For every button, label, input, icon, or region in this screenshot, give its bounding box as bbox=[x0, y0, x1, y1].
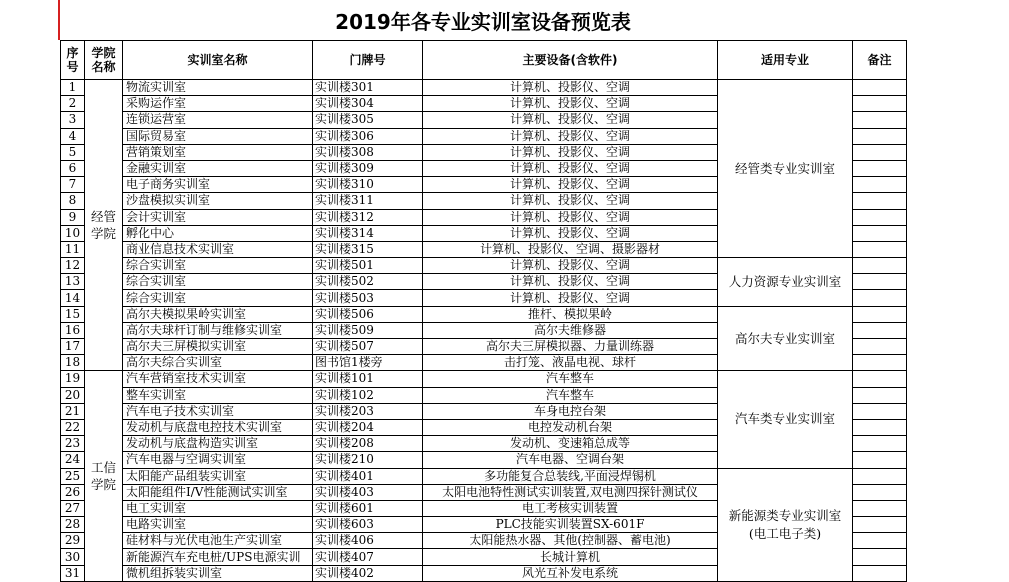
equipment-cell: 计算机、投影仪、空调 bbox=[423, 193, 718, 209]
note-cell bbox=[853, 306, 907, 322]
row-no: 9 bbox=[61, 209, 85, 225]
door-number: 实训楼502 bbox=[313, 274, 423, 290]
equipment-cell: 击打笼、液晶电视、球杆 bbox=[423, 355, 718, 371]
college-cell: 经管 学院 bbox=[85, 80, 123, 371]
row-no: 6 bbox=[61, 160, 85, 176]
row-no: 8 bbox=[61, 193, 85, 209]
row-no: 31 bbox=[61, 565, 85, 581]
room-name: 微机组拆装实训室 bbox=[123, 565, 313, 581]
header-door: 门牌号 bbox=[313, 41, 423, 80]
equipment-cell: 长城计算机 bbox=[423, 549, 718, 565]
room-name: 新能源汽车充电桩/UPS电源实训 bbox=[123, 549, 313, 565]
equipment-cell: 汽车整车 bbox=[423, 387, 718, 403]
equipment-cell: 太阳电池特性测试实训装置,双电测四探针测试仪 bbox=[423, 484, 718, 500]
equipment-cell: 计算机、投影仪、空调 bbox=[423, 177, 718, 193]
note-cell bbox=[853, 193, 907, 209]
room-name: 太阳能组件I/V性能测试实训室 bbox=[123, 484, 313, 500]
major-cell: 人力资源专业实训室 bbox=[718, 258, 853, 307]
room-name: 硅材料与光伏电池生产实训室 bbox=[123, 533, 313, 549]
room-name: 太阳能产品组装实训室 bbox=[123, 468, 313, 484]
room-name: 沙盘模拟实训室 bbox=[123, 193, 313, 209]
row-no: 1 bbox=[61, 80, 85, 96]
door-number: 实训楼203 bbox=[313, 403, 423, 419]
room-name: 电子商务实训室 bbox=[123, 177, 313, 193]
room-name: 高尔夫球杆订制与维修实训室 bbox=[123, 322, 313, 338]
room-name: 综合实训室 bbox=[123, 258, 313, 274]
equipment-cell: 风光互补发电系统 bbox=[423, 565, 718, 581]
equipment-cell: 推杆、模拟果岭 bbox=[423, 306, 718, 322]
room-name: 汽车电器与空调实训室 bbox=[123, 452, 313, 468]
note-cell bbox=[853, 484, 907, 500]
row-no: 12 bbox=[61, 258, 85, 274]
equipment-cell: 计算机、投影仪、空调 bbox=[423, 160, 718, 176]
note-cell bbox=[853, 112, 907, 128]
header-college: 学院 名称 bbox=[85, 41, 123, 80]
note-cell bbox=[853, 387, 907, 403]
door-number: 实训楼308 bbox=[313, 144, 423, 160]
row-no: 20 bbox=[61, 387, 85, 403]
note-cell bbox=[853, 468, 907, 484]
door-number: 实训楼407 bbox=[313, 549, 423, 565]
row-no: 14 bbox=[61, 290, 85, 306]
note-cell bbox=[853, 144, 907, 160]
note-cell bbox=[853, 355, 907, 371]
row-no: 21 bbox=[61, 403, 85, 419]
room-name: 国际贸易室 bbox=[123, 128, 313, 144]
header-note: 备注 bbox=[853, 41, 907, 80]
row-no: 18 bbox=[61, 355, 85, 371]
door-number: 实训楼509 bbox=[313, 322, 423, 338]
row-no: 27 bbox=[61, 500, 85, 516]
room-name: 高尔夫三屏模拟实训室 bbox=[123, 339, 313, 355]
equipment-cell: 计算机、投影仪、空调 bbox=[423, 290, 718, 306]
row-no: 7 bbox=[61, 177, 85, 193]
door-number: 实训楼403 bbox=[313, 484, 423, 500]
row-no: 23 bbox=[61, 436, 85, 452]
major-cell: 经管类专业实训室 bbox=[718, 80, 853, 258]
room-name: 电工实训室 bbox=[123, 500, 313, 516]
equipment-cell: 汽车电器、空调台架 bbox=[423, 452, 718, 468]
note-cell bbox=[853, 177, 907, 193]
equipment-cell: 车身电控台架 bbox=[423, 403, 718, 419]
door-number: 实训楼503 bbox=[313, 290, 423, 306]
equipment-cell: 计算机、投影仪、空调 bbox=[423, 225, 718, 241]
header-major: 适用专业 bbox=[718, 41, 853, 80]
room-name: 综合实训室 bbox=[123, 290, 313, 306]
note-cell bbox=[853, 371, 907, 387]
note-cell bbox=[853, 419, 907, 435]
door-number: 实训楼204 bbox=[313, 419, 423, 435]
equipment-table bbox=[60, 40, 907, 582]
equipment-cell: 计算机、投影仪、空调 bbox=[423, 96, 718, 112]
equipment-cell: 发动机、变速箱总成等 bbox=[423, 436, 718, 452]
equipment-cell: 计算机、投影仪、空调 bbox=[423, 209, 718, 225]
equipment-cell: 计算机、投影仪、空调、摄影器材 bbox=[423, 241, 718, 257]
row-no: 19 bbox=[61, 371, 85, 387]
row-no: 17 bbox=[61, 339, 85, 355]
page-title: 2019年各专业实训室设备预览表 bbox=[335, 10, 631, 34]
note-cell bbox=[853, 160, 907, 176]
major-cell: 高尔夫专业实训室 bbox=[718, 306, 853, 371]
note-cell bbox=[853, 565, 907, 581]
note-cell bbox=[853, 209, 907, 225]
row-no: 30 bbox=[61, 549, 85, 565]
room-name: 商业信息技术实训室 bbox=[123, 241, 313, 257]
note-cell bbox=[853, 80, 907, 96]
table-body bbox=[61, 80, 907, 582]
equipment-cell: PLC技能实训装置SX-601F bbox=[423, 517, 718, 533]
row-no: 24 bbox=[61, 452, 85, 468]
row-no: 22 bbox=[61, 419, 85, 435]
door-number: 实训楼402 bbox=[313, 565, 423, 581]
room-name: 发动机与底盘电控技术实训室 bbox=[123, 419, 313, 435]
equipment-cell: 汽车整车 bbox=[423, 371, 718, 387]
room-name: 汽车营销室技术实训室 bbox=[123, 371, 313, 387]
room-name: 会计实训室 bbox=[123, 209, 313, 225]
table-row bbox=[61, 468, 907, 484]
equipment-cell: 计算机、投影仪、空调 bbox=[423, 128, 718, 144]
door-number: 图书馆1楼旁 bbox=[313, 355, 423, 371]
door-number: 实训楼305 bbox=[313, 112, 423, 128]
door-number: 实训楼309 bbox=[313, 160, 423, 176]
room-name: 孵化中心 bbox=[123, 225, 313, 241]
row-no: 5 bbox=[61, 144, 85, 160]
row-no: 26 bbox=[61, 484, 85, 500]
equipment-cell: 计算机、投影仪、空调 bbox=[423, 258, 718, 274]
room-name: 综合实训室 bbox=[123, 274, 313, 290]
note-cell bbox=[853, 500, 907, 516]
major-cell: 新能源类专业实训室 (电工电子类) bbox=[718, 468, 853, 581]
row-no: 10 bbox=[61, 225, 85, 241]
note-cell bbox=[853, 96, 907, 112]
header-room-name: 实训室名称 bbox=[123, 41, 313, 80]
note-cell bbox=[853, 403, 907, 419]
note-cell bbox=[853, 241, 907, 257]
door-number: 实训楼312 bbox=[313, 209, 423, 225]
door-number: 实训楼101 bbox=[313, 371, 423, 387]
door-number: 实训楼603 bbox=[313, 517, 423, 533]
row-no: 15 bbox=[61, 306, 85, 322]
note-cell bbox=[853, 258, 907, 274]
note-cell bbox=[853, 339, 907, 355]
door-number: 实训楼208 bbox=[313, 436, 423, 452]
door-number: 实训楼501 bbox=[313, 258, 423, 274]
row-no: 3 bbox=[61, 112, 85, 128]
door-number: 实训楼406 bbox=[313, 533, 423, 549]
room-name: 高尔夫模拟果岭实训室 bbox=[123, 306, 313, 322]
room-name: 物流实训室 bbox=[123, 80, 313, 96]
door-number: 实训楼314 bbox=[313, 225, 423, 241]
equipment-cell: 电控发动机台架 bbox=[423, 419, 718, 435]
door-number: 实训楼401 bbox=[313, 468, 423, 484]
equipment-cell: 高尔夫三屏模拟器、力量训练器 bbox=[423, 339, 718, 355]
door-number: 实训楼304 bbox=[313, 96, 423, 112]
row-no: 28 bbox=[61, 517, 85, 533]
door-number: 实训楼306 bbox=[313, 128, 423, 144]
row-no: 29 bbox=[61, 533, 85, 549]
row-no: 11 bbox=[61, 241, 85, 257]
table-row bbox=[61, 80, 907, 96]
note-cell bbox=[853, 517, 907, 533]
note-cell bbox=[853, 290, 907, 306]
room-name: 汽车电子技术实训室 bbox=[123, 403, 313, 419]
header-equipment: 主要设备(含软件) bbox=[423, 41, 718, 80]
table-row bbox=[61, 258, 907, 274]
equipment-cell: 高尔夫维修器 bbox=[423, 322, 718, 338]
door-number: 实训楼210 bbox=[313, 452, 423, 468]
door-number: 实训楼601 bbox=[313, 500, 423, 516]
equipment-cell: 计算机、投影仪、空调 bbox=[423, 274, 718, 290]
door-number: 实训楼507 bbox=[313, 339, 423, 355]
table-row bbox=[61, 306, 907, 322]
note-cell bbox=[853, 128, 907, 144]
door-number: 实训楼301 bbox=[313, 80, 423, 96]
header-no: 序 号 bbox=[61, 41, 85, 80]
row-no: 25 bbox=[61, 468, 85, 484]
room-name: 采购运作室 bbox=[123, 96, 313, 112]
row-no: 16 bbox=[61, 322, 85, 338]
equipment-cell: 计算机、投影仪、空调 bbox=[423, 144, 718, 160]
major-cell: 汽车类专业实训室 bbox=[718, 371, 853, 468]
header-row bbox=[61, 41, 907, 80]
note-cell bbox=[853, 452, 907, 468]
row-no: 2 bbox=[61, 96, 85, 112]
table-row bbox=[61, 371, 907, 387]
row-no: 4 bbox=[61, 128, 85, 144]
door-number: 实训楼102 bbox=[313, 387, 423, 403]
equipment-cell: 多功能复合总装线,平面浸焊锡机 bbox=[423, 468, 718, 484]
door-number: 实训楼310 bbox=[313, 177, 423, 193]
equipment-cell: 计算机、投影仪、空调 bbox=[423, 112, 718, 128]
room-name: 高尔夫综合实训室 bbox=[123, 355, 313, 371]
room-name: 整车实训室 bbox=[123, 387, 313, 403]
equipment-cell: 太阳能热水器、其他(控制器、蓄电池) bbox=[423, 533, 718, 549]
equipment-cell: 计算机、投影仪、空调 bbox=[423, 80, 718, 96]
college-cell: 工信 学院 bbox=[85, 371, 123, 581]
door-number: 实训楼506 bbox=[313, 306, 423, 322]
room-name: 电路实训室 bbox=[123, 517, 313, 533]
note-cell bbox=[853, 322, 907, 338]
note-cell bbox=[853, 549, 907, 565]
room-name: 发动机与底盘构造实训室 bbox=[123, 436, 313, 452]
door-number: 实训楼311 bbox=[313, 193, 423, 209]
note-cell bbox=[853, 436, 907, 452]
door-number: 实训楼315 bbox=[313, 241, 423, 257]
room-name: 连锁运营室 bbox=[123, 112, 313, 128]
row-no: 13 bbox=[61, 274, 85, 290]
room-name: 金融实训室 bbox=[123, 160, 313, 176]
equipment-cell: 电工考核实训装置 bbox=[423, 500, 718, 516]
note-cell bbox=[853, 274, 907, 290]
note-cell bbox=[853, 533, 907, 549]
room-name: 营销策划室 bbox=[123, 144, 313, 160]
note-cell bbox=[853, 225, 907, 241]
